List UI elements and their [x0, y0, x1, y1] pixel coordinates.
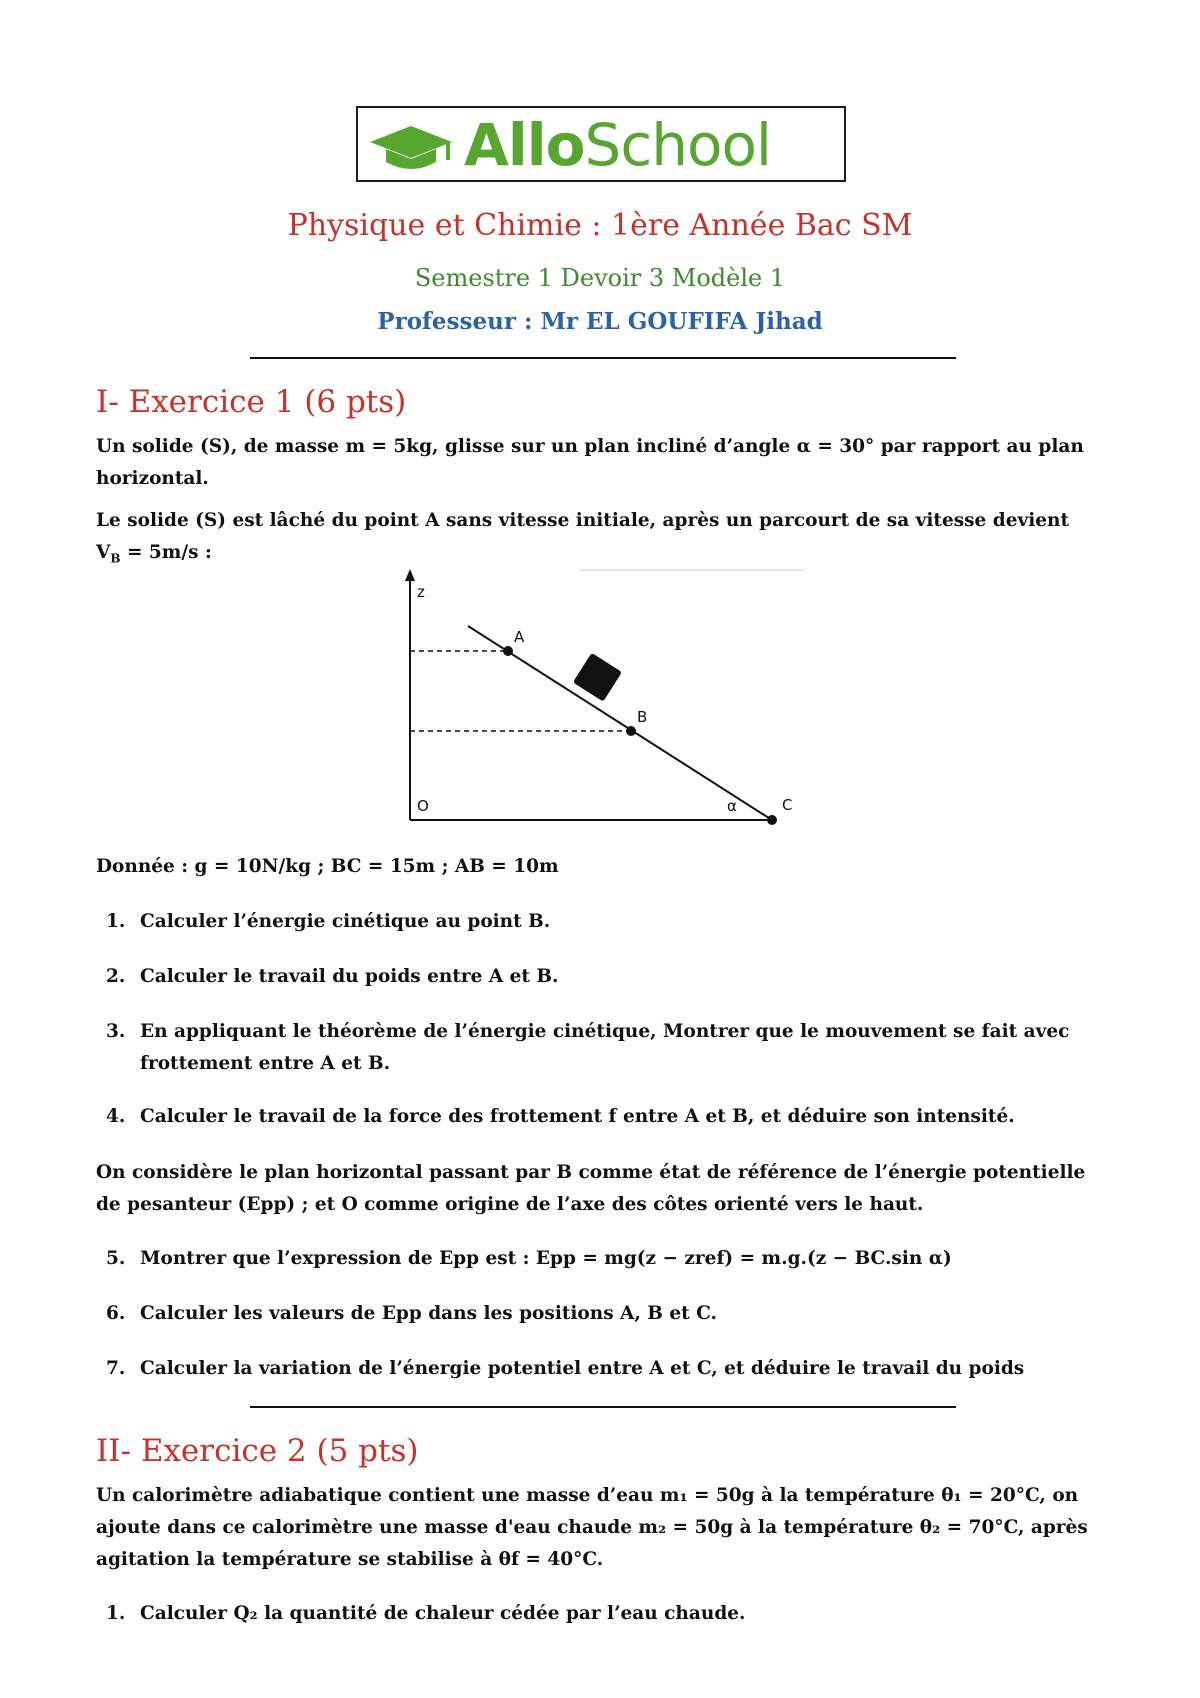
point-b-dot [626, 726, 636, 736]
exercise1-intro1: Un solide (S), de masse m = 5kg, glisse sur un plan incliné d’angle α = 30° par rapport au plan horizontal. [96, 436, 1084, 489]
question-text: Calculer Q₂ la quantité de chaleur cédée par l’eau chaude. [140, 1603, 746, 1624]
point-a-dot [503, 646, 513, 656]
label-o: O [417, 797, 429, 815]
divider [250, 357, 956, 359]
question-text: Calculer les valeurs de Epp dans les positions A, B et C. [140, 1303, 717, 1324]
exercise1-reference: On considère le plan horizontal passant par B comme état de référence de l’énergie potentielle de pesanteur (Epp) ; et O comme origine de l’axe des côtes orienté vers le haut. [96, 1162, 1086, 1215]
logo-allo: Allo [464, 111, 585, 179]
exercise1-intro2 [96, 505, 1096, 575]
question-number: 1. [106, 911, 126, 932]
label-c: C [782, 796, 793, 814]
label-b: B [637, 708, 648, 726]
exercise1-data: Donnée : g = 10N/kg ; BC = 15m ; AB = 10m [96, 856, 559, 877]
exercise2-title: II- Exercice 2 (5 pts) [96, 1433, 419, 1469]
exercise1-title: I- Exercice 1 (6 pts) [96, 384, 407, 420]
z-axis-arrow [405, 569, 415, 581]
inclined-plane-figure [400, 568, 820, 830]
question-number: 5. [106, 1248, 126, 1269]
point-c-dot [767, 815, 777, 825]
graduation-cap-icon [368, 122, 454, 174]
question-number: 2. [106, 966, 126, 987]
page-title: Physique et Chimie : 1ère Année Bac SM [287, 208, 913, 243]
question-text: Calculer l’énergie cinétique au point B. [140, 911, 551, 932]
logo-school: School [584, 111, 772, 179]
label-a: A [514, 628, 525, 646]
intro2-subscript: B [110, 551, 121, 566]
question-number: 3. [106, 1021, 126, 1042]
question-number: 1. [106, 1603, 126, 1624]
question-number: 7. [106, 1358, 126, 1379]
alloschool-logo [356, 106, 846, 182]
label-alpha: α [727, 797, 737, 815]
intro2-end: = 5m/s : [120, 542, 212, 563]
exercise2-intro: Un calorimètre adiabatique contient une masse d’eau m₁ = 50g à la température θ₁ = 20°C, on ajoute dans ce calorimètre une masse d'eau chaude m₂ = 50g à la température θ₂ = 70°C, après agitation la température se stabilise à θf = 40°C. [96, 1485, 1088, 1570]
solid-block [573, 653, 622, 702]
teacher-name: Professeur : Mr EL GOUFIFA Jihad [377, 308, 823, 335]
divider [250, 1406, 956, 1408]
label-z: z [417, 583, 425, 601]
question-text: Calculer le travail de la force des frottement f entre A et B, et déduire son intensité. [140, 1106, 1015, 1127]
question-text: Calculer la variation de l’énergie potentiel entre A et C, et déduire le travail du poids [140, 1358, 1025, 1379]
inclined-plane [468, 626, 772, 820]
question-text: Calculer le travail du poids entre A et B. [140, 966, 559, 987]
question-text: Montrer que l’expression de Epp est : Epp = mg(z − zref) = m.g.(z − BC.sin α) [140, 1248, 952, 1269]
intro2-text: Le solide (S) est lâché du point A sans vitesse initiale, après un parcourt de sa vitesse devient V [96, 510, 1070, 563]
question-number: 6. [106, 1303, 126, 1324]
logo-wordmark [464, 112, 771, 178]
page-subtitle: Semestre 1 Devoir 3 Modèle 1 [414, 264, 786, 292]
question-number: 4. [106, 1106, 126, 1127]
question-text: En appliquant le théorème de l’énergie cinétique, Montrer que le mouvement se fait avec frottement entre A et B. [140, 1021, 1070, 1074]
